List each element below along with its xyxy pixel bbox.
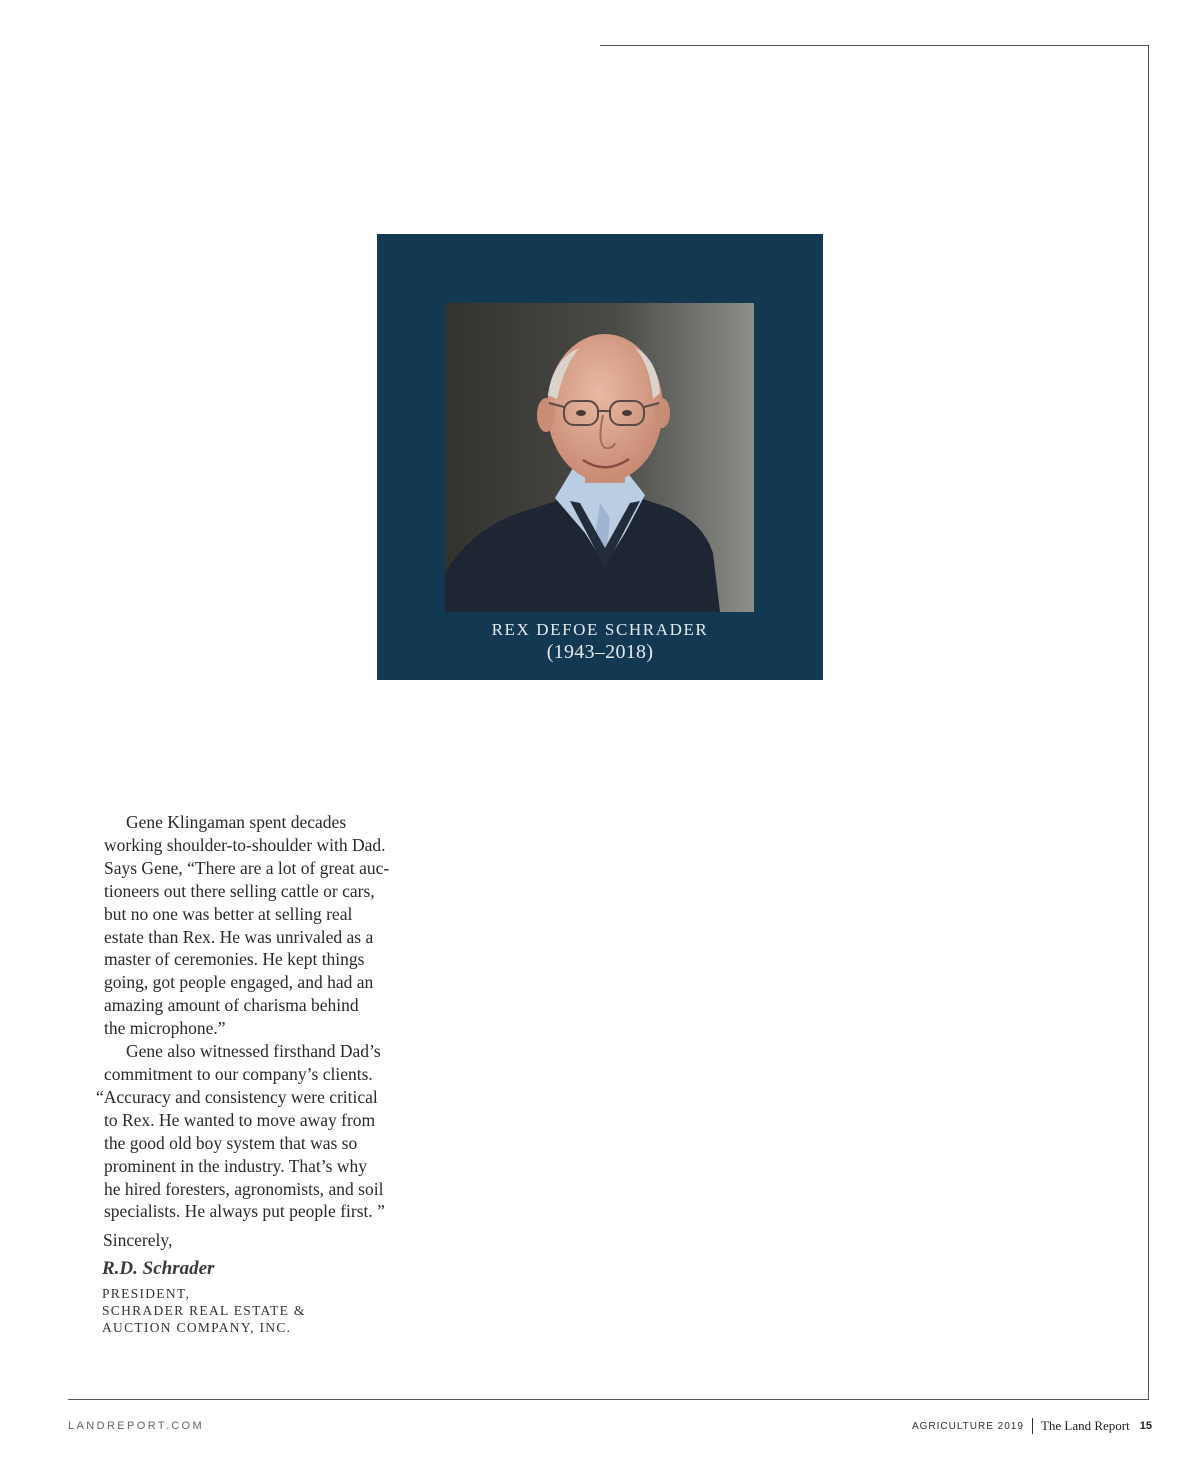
footer-site: LANDREPORT.COM <box>68 1420 205 1432</box>
article-line: but no one was better at selling real <box>104 903 353 924</box>
article-line: going, got people engaged, and had an <box>104 972 374 993</box>
memorial-name: REX DEFOE SCHRADER <box>491 620 709 639</box>
article-line: Gene Klingaman spent decades <box>126 812 347 832</box>
article-line: prominent in the industry. That’s why <box>104 1155 367 1176</box>
portrait-illustration <box>445 303 754 612</box>
footer-magazine: The Land Report <box>1040 1418 1130 1433</box>
article-line: Gene also witnessed firsthand Dad’s <box>126 1041 381 1062</box>
article-line: the microphone.” <box>104 1018 226 1039</box>
article-line: tioneers out there selling cattle or cars, <box>104 880 375 901</box>
signature-name: R.D. Schrader <box>102 1258 215 1280</box>
article-body <box>96 811 426 1336</box>
article-line: Says Gene, “There are a lot of great auc- <box>104 857 390 878</box>
footer-divider <box>1032 1418 1033 1434</box>
article-line: specialists. He always put people first. ” <box>104 1201 385 1222</box>
footer-section: AGRICULTURE 2019 <box>911 1420 1024 1432</box>
page-number: 15 <box>1139 1420 1152 1432</box>
frame-bottom-rule <box>68 1399 1149 1400</box>
article-line: amazing amount of charisma behind <box>104 995 359 1016</box>
article-line: commitment to our company’s clients. <box>104 1063 373 1084</box>
letter-closing: Sincerely, <box>103 1230 173 1251</box>
signature-title-line: SCHRADER REAL ESTATE & <box>102 1303 306 1319</box>
portrait-photo <box>445 303 754 612</box>
footer-folio <box>912 1418 1152 1434</box>
article-line: the good old boy system that was so <box>104 1132 358 1153</box>
memorial-years: (1943–2018) <box>546 641 654 663</box>
article-line: estate than Rex. He was unrivaled as a <box>104 926 374 947</box>
signature-title-line: PRESIDENT, <box>102 1286 191 1302</box>
article-line: master of ceremonies. He kept things <box>104 949 365 970</box>
signature-title-line: AUCTION COMPANY, INC. <box>102 1320 292 1336</box>
frame-right-rule <box>1148 45 1149 1400</box>
article-line: he hired foresters, agronomists, and soil <box>104 1178 384 1199</box>
frame-top-rule <box>600 45 1149 46</box>
article-line: “Accuracy and consistency were critical <box>96 1086 378 1107</box>
article-line: working shoulder-to-shoulder with Dad. <box>104 834 386 855</box>
memorial-panel <box>377 234 823 680</box>
article-line: to Rex. He wanted to move away from <box>104 1109 376 1130</box>
signature-title <box>96 1285 426 1336</box>
